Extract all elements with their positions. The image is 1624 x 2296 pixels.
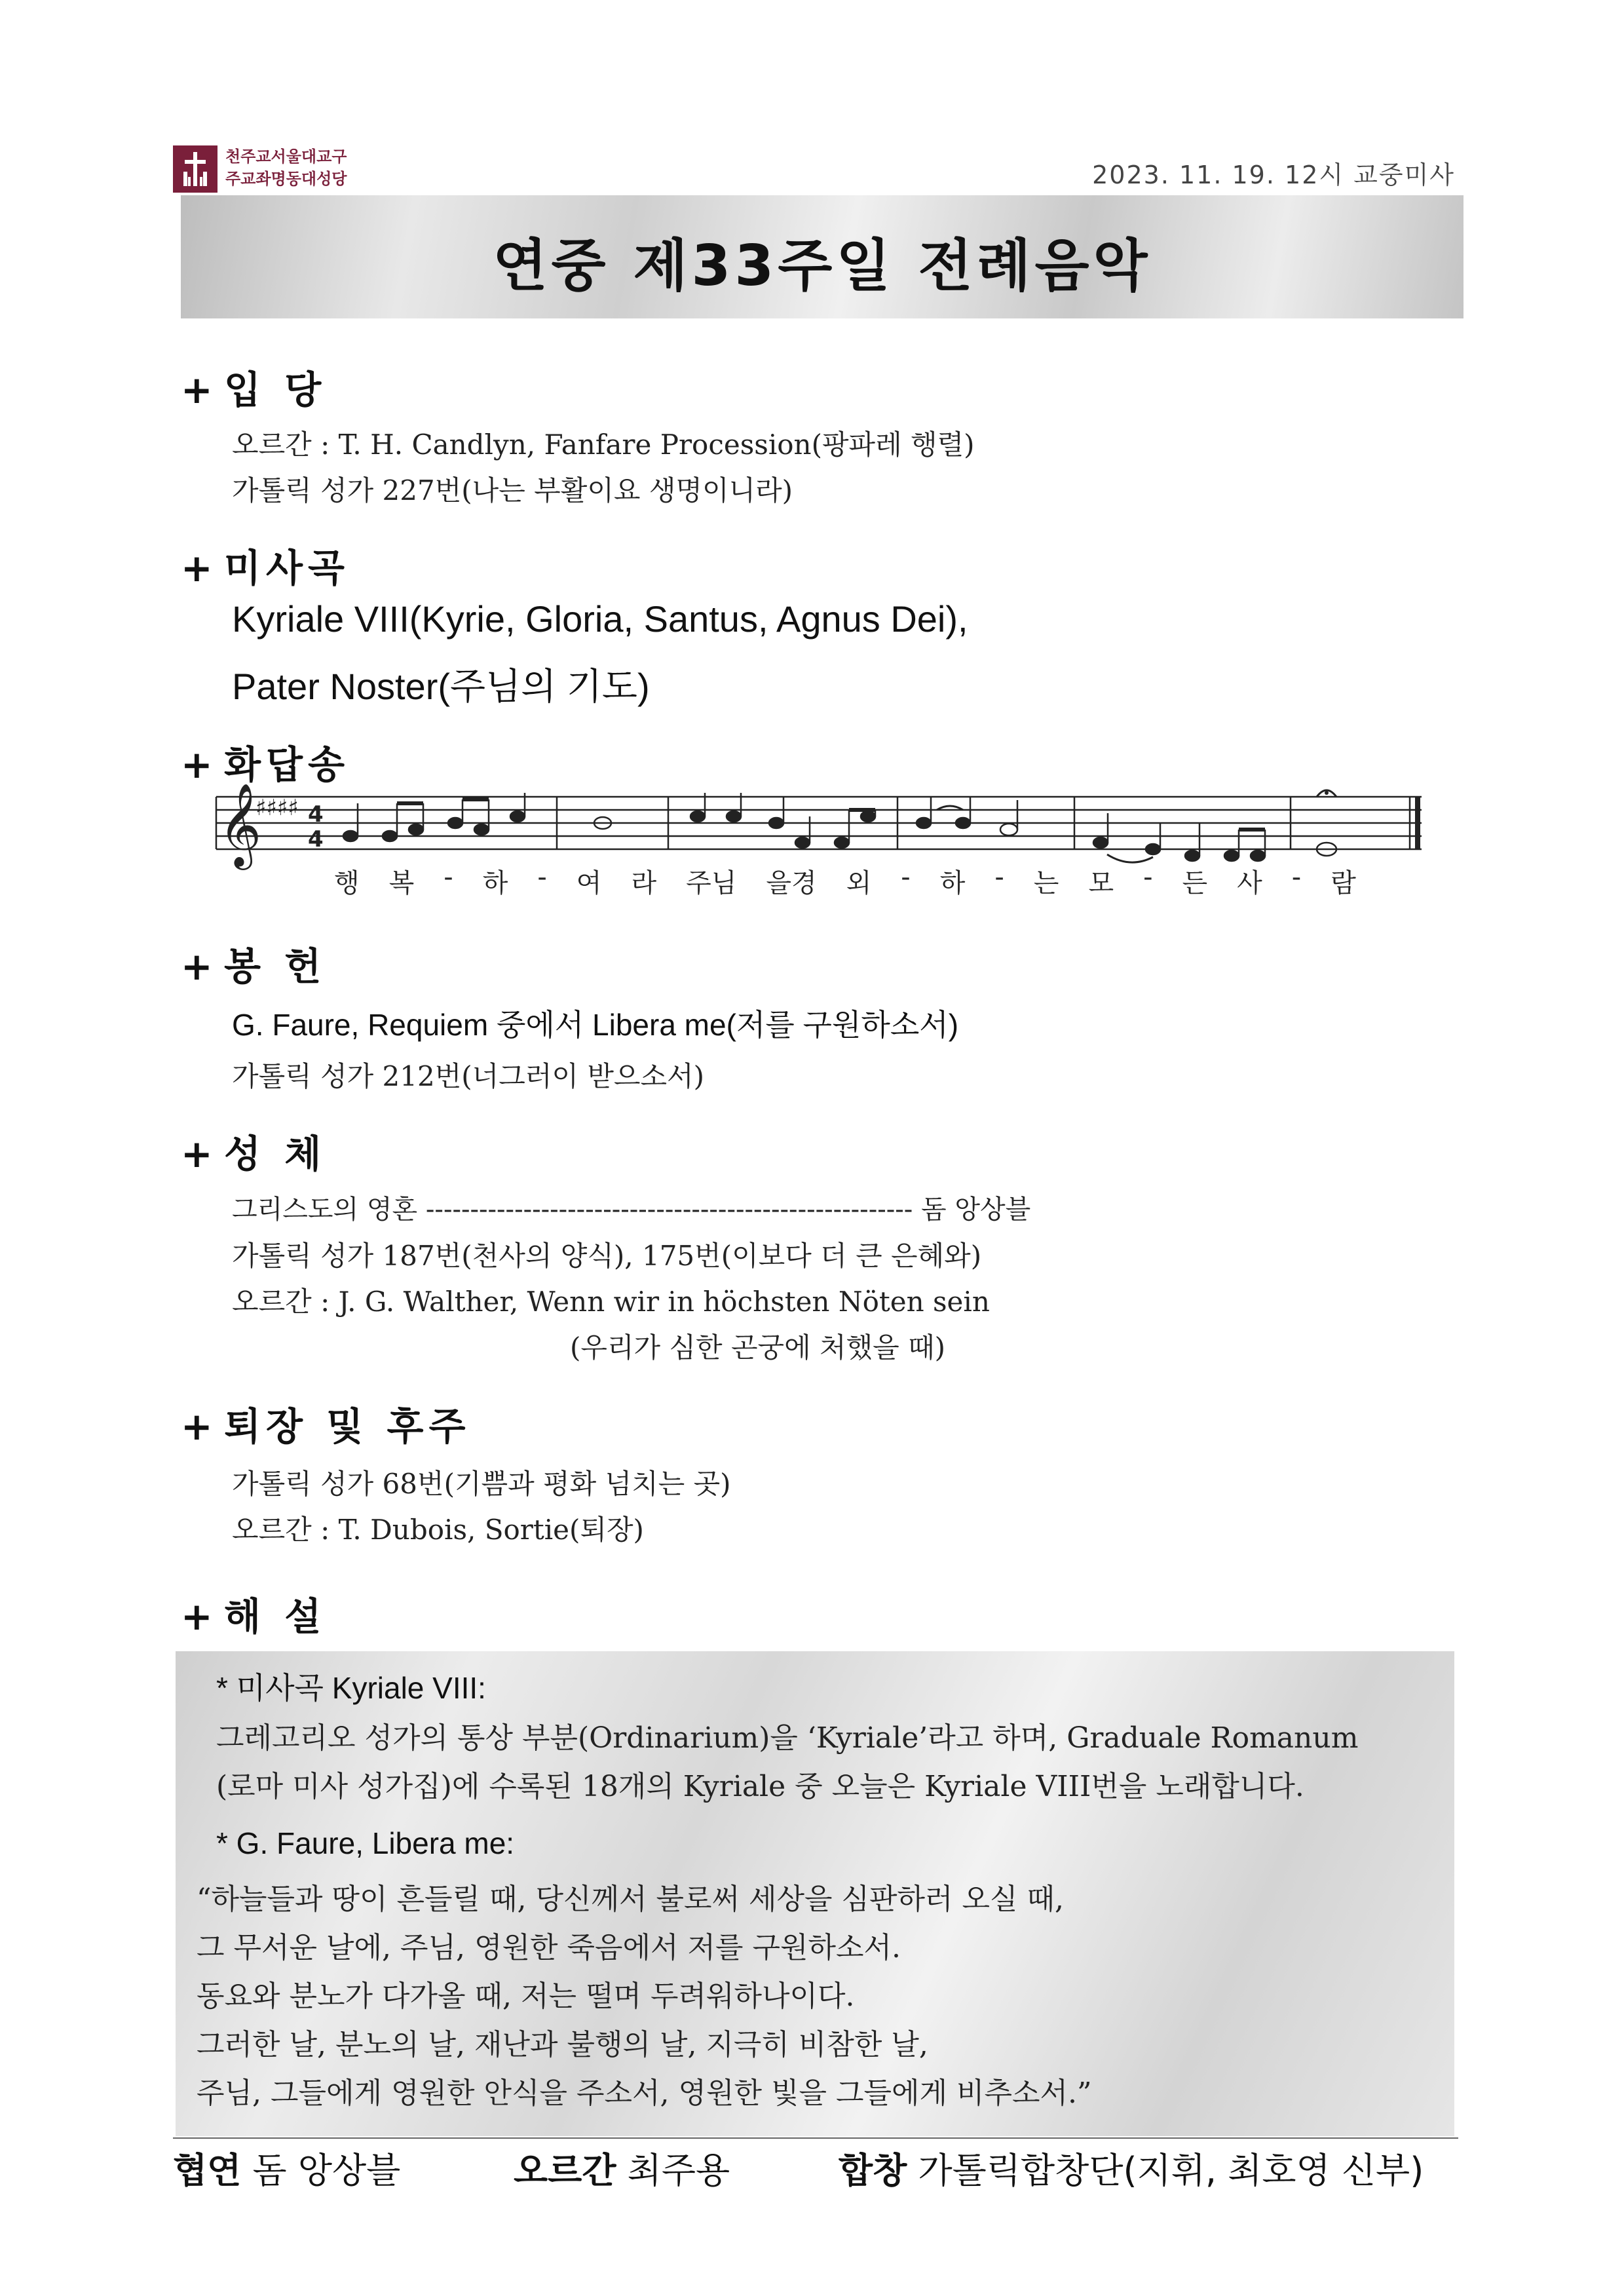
section-mass-heading (181, 537, 350, 592)
footer-organ-value: 최주용 (627, 2150, 730, 2191)
note2-line-5: 주님, 그들에게 영원한 안식을 주소서, 영원한 빛을 그들에게 비추소서.” (197, 2076, 1092, 2110)
plus-icon: + (181, 1404, 218, 1449)
offertory-line-1: G. Faure, Requiem 중에서 Libera me(저를 구원하소서) (232, 1008, 959, 1042)
lyric-syllable: 람 (1331, 868, 1356, 898)
lyric-syllable: 외 (846, 868, 872, 898)
section-recessional-title: 퇴장 및 후주 (224, 1404, 471, 1449)
lyric-syllable: 라 (631, 868, 657, 898)
lyric-syllable: - (1291, 862, 1302, 892)
section-psalm-heading (181, 734, 350, 789)
cross-icon (182, 152, 208, 186)
note2-line-2: 그 무서운 날에, 주님, 영원한 죽음에서 저를 구원하소서. (197, 1931, 901, 1964)
note1-line-1: 그레고리오 성가의 통상 부분(Ordinarium)을 ‘Kyriale’라고 하며, Graduale Romanum (216, 1721, 1359, 1755)
entrance-line-1: 오르간 : T. H. Candlyn, Fanfare Procession(팡파레 행렬) (232, 429, 975, 461)
section-recessional-heading (181, 1396, 471, 1451)
lyric-syllable: 을경 (766, 868, 817, 898)
note2-line-1: “하늘들과 땅이 흔들릴 때, 당신께서 불로써 세상을 심판하러 오실 때, (197, 1883, 1064, 1916)
cathedral-logo-icon (173, 145, 217, 193)
parish-name (225, 145, 347, 190)
plus-icon: + (181, 1594, 218, 1639)
note1-title: * 미사곡 Kyriale VIII: (216, 1671, 486, 1705)
footer-ensemble-value: 돔 앙상블 (252, 2150, 401, 2191)
lyric-syllable: 여 (576, 868, 602, 898)
section-entrance-title: 입 당 (224, 368, 327, 412)
plus-icon: + (181, 368, 218, 412)
recessional-line-2: 오르간 : T. Dubois, Sortie(퇴장) (232, 1514, 644, 1546)
lyric-syllable: - (994, 862, 1004, 892)
mass-date: 2023. 11. 19. 12시 교중미사 (1092, 161, 1455, 189)
footer-choir-value: 가톨릭합창단(지휘, 최호영 신부) (918, 2150, 1424, 2191)
title-banner (181, 195, 1463, 318)
communion-line-4: (우리가 심한 곤궁에 처했을 때) (570, 1331, 946, 1364)
section-commentary-title: 해 설 (224, 1594, 327, 1639)
svg-text:𝄞: 𝄞 (219, 784, 262, 866)
recessional-line-1: 가톨릭 성가 68번(기쁨과 평화 넘치는 곳) (232, 1468, 731, 1500)
section-commentary-heading (181, 1586, 326, 1641)
lyric-syllable: 사 (1237, 868, 1262, 898)
note1-line-2: (로마 미사 성가집)에 수록된 18개의 Kyriale 중 오늘은 Kyriale VIII번을 노래합니다. (216, 1770, 1304, 1803)
section-offertory-title: 봉 헌 (224, 944, 327, 989)
note2-title: * G. Faure, Libera me: (216, 1826, 515, 1860)
lyric-syllable: 든 (1182, 868, 1208, 898)
lyric-syllable: 하 (482, 868, 508, 898)
communion-line-1: 그리스도의 영혼 ------------------------------------------------------- 돔 앙상블 (232, 1195, 1031, 1225)
lyric-syllable: - (537, 862, 547, 892)
lyric-syllable: - (1143, 862, 1153, 892)
parish-name-line2: 주교좌명동대성당 (225, 170, 347, 188)
svg-text:4: 4 (308, 801, 324, 828)
footer-divider (173, 2137, 1458, 2139)
svg-text:4: 4 (308, 826, 324, 852)
entrance-line-2: 가톨릭 성가 227번(나는 부활이요 생명이니라) (232, 474, 793, 507)
section-entrance-heading (181, 359, 326, 414)
plus-icon: + (181, 1132, 218, 1176)
footer-choir (839, 2143, 1424, 2193)
section-mass-title: 미사곡 (224, 546, 350, 590)
footer-ensemble (173, 2143, 400, 2193)
offertory-line-2: 가톨릭 성가 212번(너그러이 받으소서) (232, 1060, 704, 1092)
lyric-syllable: - (444, 862, 453, 892)
svg-text:♯♯♯♯: ♯♯♯♯ (255, 795, 299, 821)
footer-organ (514, 2143, 730, 2193)
mass-line-2: Pater Noster(주님의 기도) (232, 666, 650, 707)
footer-choir-label: 합창 (839, 2150, 907, 2191)
plus-icon: + (181, 944, 218, 989)
section-communion-heading (181, 1123, 326, 1178)
mass-line-1: Kyriale VIII(Kyrie, Gloria, Santus, Agnus Dei), (232, 598, 968, 640)
lyric-syllable: 주님 (686, 868, 737, 898)
section-communion-title: 성 체 (224, 1132, 327, 1176)
communion-line-3: 오르간 : J. G. Walther, Wenn wir in höchsten Nöten sein (232, 1286, 990, 1318)
lyric-syllable: 하 (939, 868, 966, 898)
plus-icon: + (181, 742, 218, 787)
lyric-syllable: 모 (1088, 868, 1114, 898)
parish-name-line1: 천주교서울대교구 (225, 147, 347, 166)
page-title: 연중 제33주일 전례음악 (493, 233, 1152, 299)
footer-ensemble-label: 협연 (173, 2150, 242, 2191)
lyric-syllable: 행 (334, 868, 360, 898)
note2-line-4: 그러한 날, 분노의 날, 재난과 불행의 날, 지극히 비참한 날, (197, 2028, 928, 2061)
communion-line-2: 가톨릭 성가 187번(천사의 양식), 175번(이보다 더 큰 은혜와) (232, 1240, 982, 1272)
lyric-syllable: 복 (388, 868, 415, 898)
plus-icon: + (181, 546, 218, 590)
section-offertory-heading (181, 936, 326, 991)
footer-organ-label: 오르간 (514, 2150, 616, 2191)
psalm-lyrics (334, 862, 1356, 900)
note2-line-3: 동요와 분노가 다가올 때, 저는 떨며 두려워하나이다. (197, 1980, 855, 2013)
lyric-syllable: - (901, 862, 911, 892)
lyric-syllable: 는 (1033, 868, 1059, 898)
section-psalm-title: 화답송 (224, 742, 350, 787)
